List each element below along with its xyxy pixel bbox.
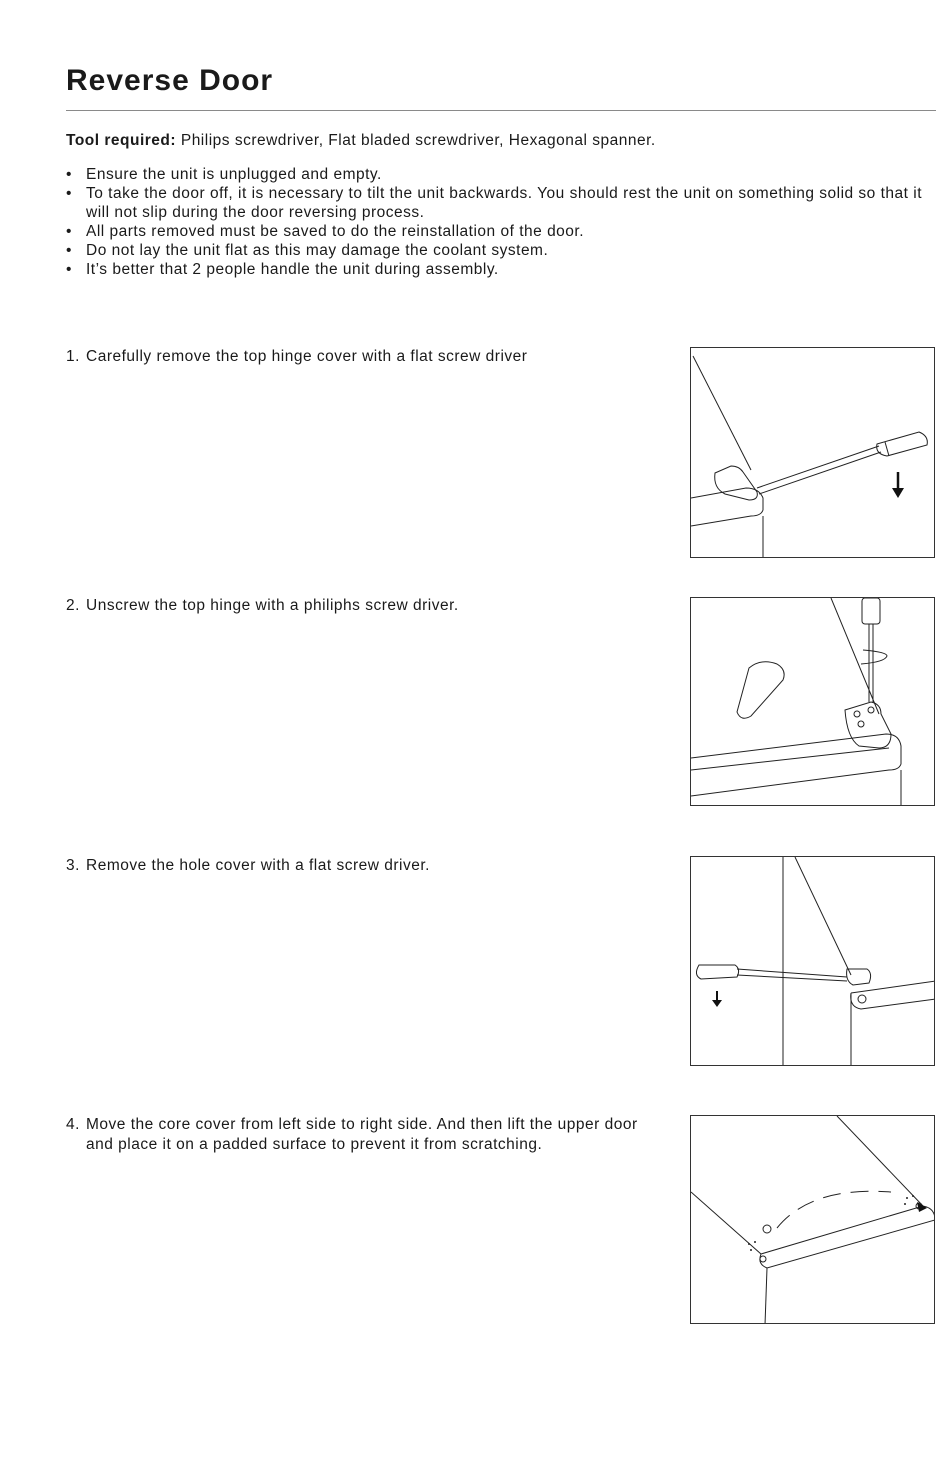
tools-label: Tool required: (66, 132, 177, 149)
note-text: Ensure the unit is unplugged and empty. (86, 166, 382, 183)
step-text: Unscrew the top hinge with a philiphs screw driver. (86, 597, 459, 614)
note-text: It’s better that 2 people handle the unit during assembly. (86, 261, 499, 278)
step-4 (66, 1115, 666, 1154)
note-item: • Do not lay the unit flat as this may damage the coolant system. (66, 242, 549, 259)
note-item: • All parts removed must be saved to do the reinstallation of the door. (66, 223, 585, 240)
step-4-illustration (690, 1115, 935, 1324)
note-item: • To take the door off, it is necessary to tilt the unit backwards. You should rest the unit on something solid so that it will not slip during the door reversing process. (66, 185, 923, 221)
step-2-illustration (690, 597, 935, 806)
step-text: Remove the hole cover with a flat screw driver. (86, 857, 430, 874)
tools-text: Philips screwdriver, Flat bladed screwdriver, Hexagonal spanner. (176, 132, 656, 149)
step-3-illustration (690, 856, 935, 1066)
step-number: 4. (66, 1116, 80, 1133)
step-text: Move the core cover from left side to right side. And then lift the upper door and place it on a padded surface to prevent it from scratching. (86, 1116, 638, 1153)
step-text: Carefully remove the top hinge cover with a flat screw driver (86, 348, 528, 365)
step-2 (66, 596, 666, 616)
note-text: Do not lay the unit flat as this may damage the coolant system. (86, 242, 549, 259)
note-item: • Ensure the unit is unplugged and empty. (66, 166, 382, 183)
tools-required (66, 132, 656, 150)
page-title: Reverse Door (66, 64, 274, 97)
safety-notes (66, 165, 936, 279)
step-number: 1. (66, 348, 80, 365)
title-divider (66, 110, 936, 111)
note-text: To take the door off, it is necessary to tilt the unit backwards. You should rest the unit on something solid so that it will not slip during the door reversing process. (86, 185, 923, 221)
step-number: 2. (66, 597, 80, 614)
step-1-illustration (690, 347, 935, 558)
note-text: All parts removed must be saved to do the reinstallation of the door. (86, 223, 585, 240)
step-number: 3. (66, 857, 80, 874)
step-1 (66, 347, 666, 367)
note-item: • It’s better that 2 people handle the unit during assembly. (66, 261, 499, 278)
step-3 (66, 856, 666, 876)
